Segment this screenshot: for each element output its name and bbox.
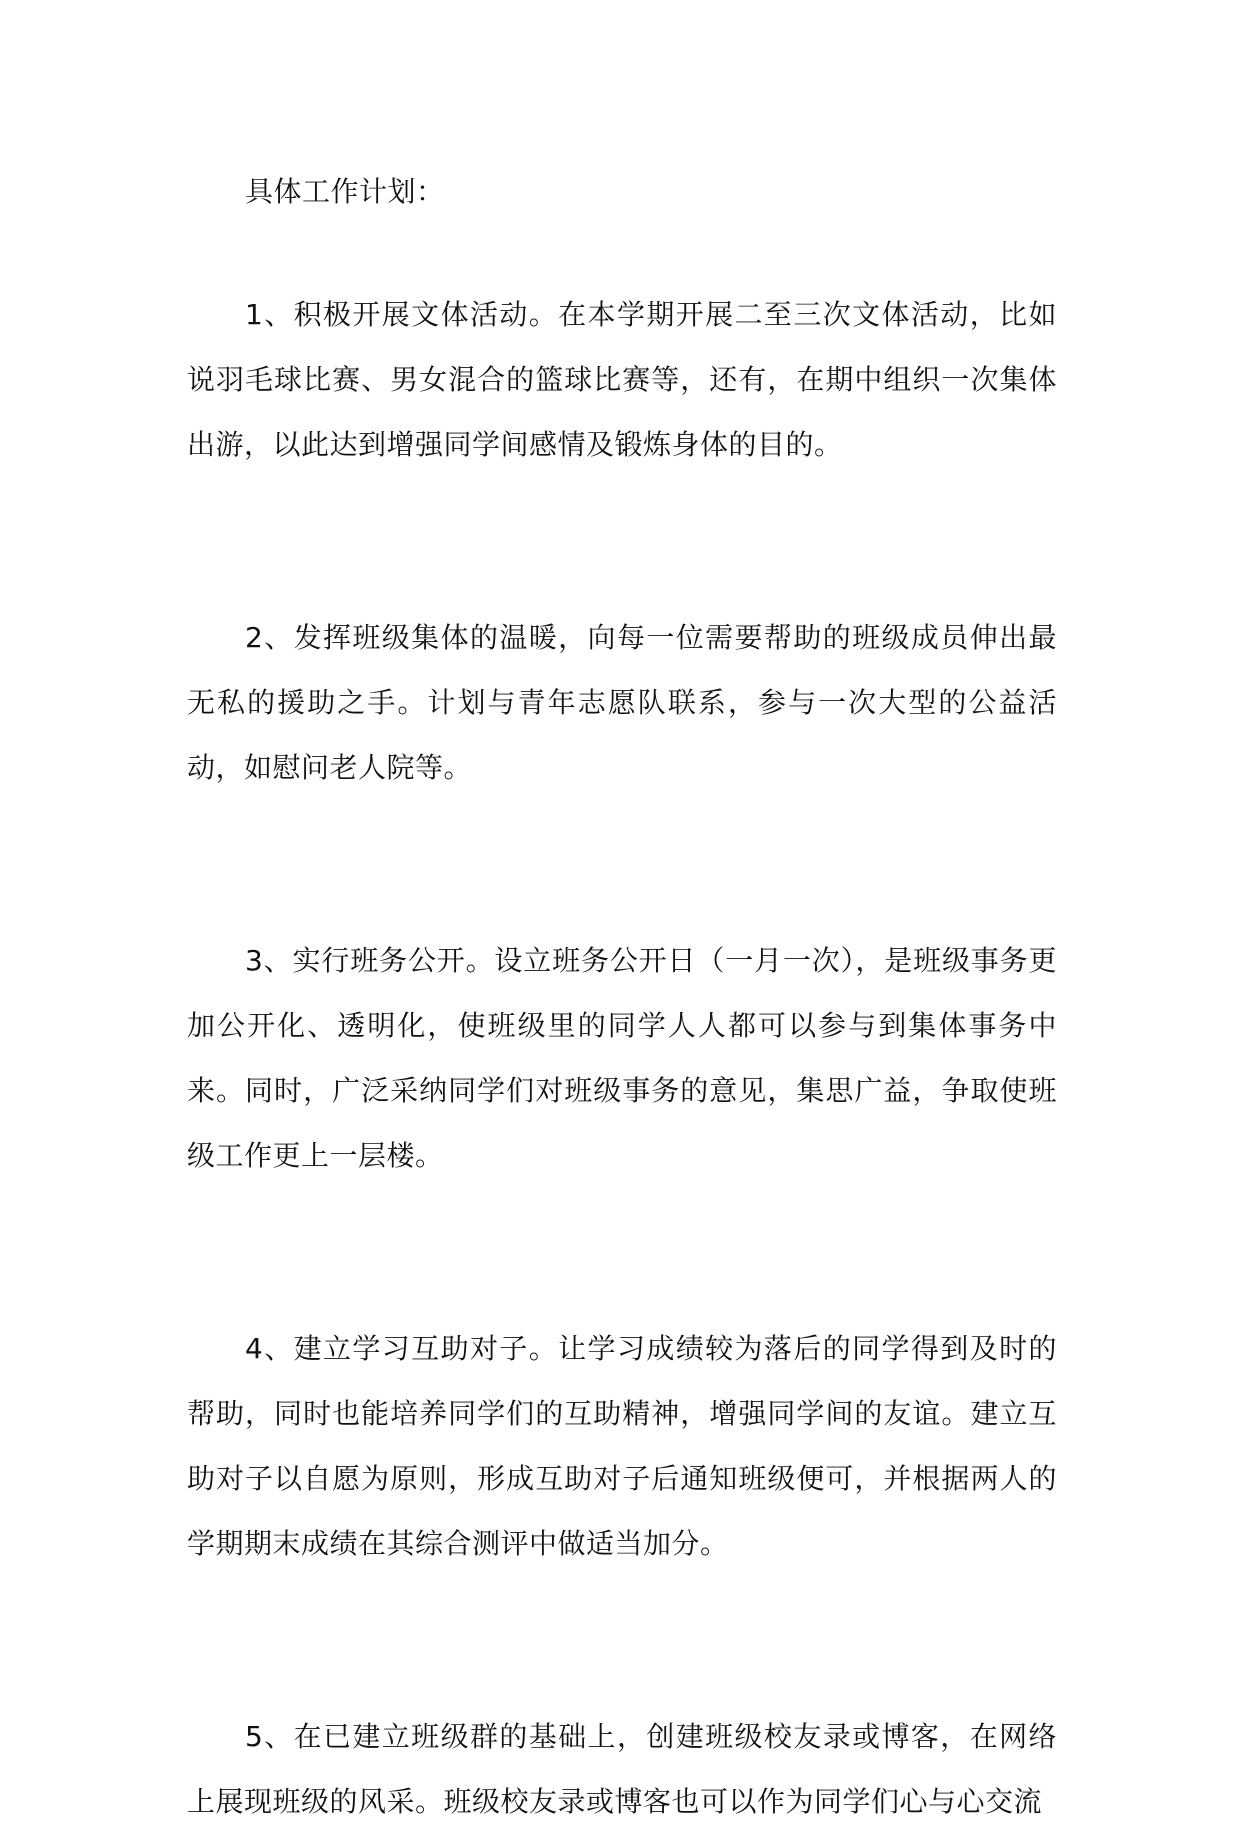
plan-item-1: 1、积极开展文体活动。在本学期开展二至三次文体活动，比如说羽毛球比赛、男女混合的篮球比赛等，还有，在期中组织一次集体出游，以此达到增强同学间感情及锻炼身体的目的。 [187, 298, 1057, 461]
plan-item-3: 3、实行班务公开。设立班务公开日（一月一次），是班级事务更加公开化、透明化，使班级里的同学人人都可以参与到集体事务中来。同时，广泛采纳同学们对班级事务的意见，集思广益，争取使班级工作更上一层楼。 [187, 944, 1057, 1172]
document-body [187, 160, 1057, 1834]
plan-heading: 具体工作计划： [245, 175, 445, 208]
plan-item-5: 5、在已建立班级群的基础上，创建班级校友录或博客，在网络上展现班级的风采。班级校友录或博客也可以作为同学们心与心交流 [187, 1720, 1057, 1818]
plan-item-4: 4、建立学习互助对子。让学习成绩较为落后的同学得到及时的帮助，同时也能培养同学们的互助精神，增强同学间的友谊。建立互助对子以自愿为原则，形成互助对子后通知班级便可，并根据两人的学期期末成绩在其综合测评中做适当加分。 [187, 1332, 1057, 1560]
plan-item-2: 2、发挥班级集体的温暖，向每一位需要帮助的班级成员伸出最无私的援助之手。计划与青年志愿队联系，参与一次大型的公益活动，如慰问老人院等。 [187, 621, 1057, 784]
